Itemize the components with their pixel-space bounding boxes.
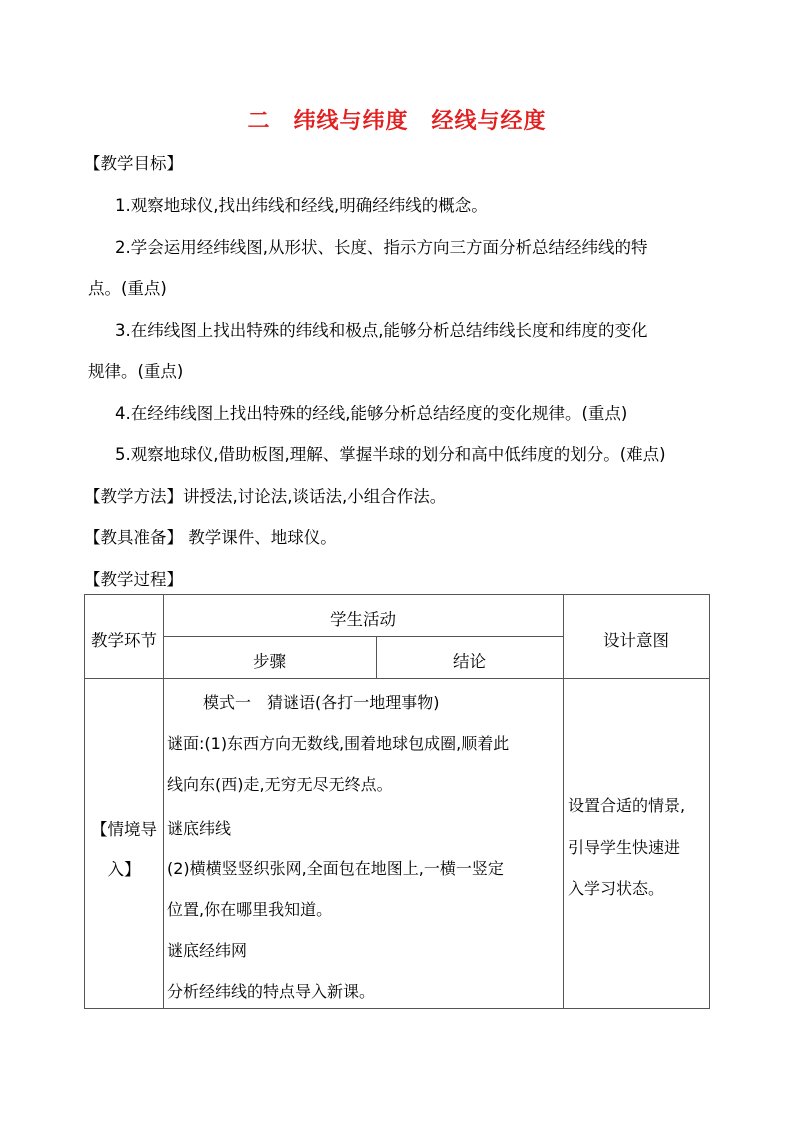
tools-line xyxy=(84,524,337,548)
objective-item-5: 5.观察地球仪,借助板图,理解、掌握半球的划分和高中低纬度的划分。(难点) xyxy=(115,445,666,464)
process-heading: 【教学过程】 xyxy=(84,570,183,589)
stage-label-line2: 入】 xyxy=(107,860,141,879)
objective-item-3-cont: 规律。(重点) xyxy=(88,362,184,381)
table-divider xyxy=(563,595,564,1008)
header-conclusion: 结论 xyxy=(453,652,486,671)
stage-label-line1: 【情境导 xyxy=(91,820,157,839)
method-text: 讲授法,讨论法,谈话法,小组合作法。 xyxy=(183,487,447,506)
process-table xyxy=(84,594,710,1009)
design-line: 设置合适的情景, xyxy=(568,796,686,815)
objective-item-2: 2.学会运用经纬线图,从形状、长度、指示方向三方面分析总结经纬线的特 xyxy=(115,238,648,257)
objective-item-2-cont: 点。(重点) xyxy=(88,279,167,298)
objective-item-4: 4.在经纬线图上找出特殊的经线,能够分析总结经度的变化规律。(重点) xyxy=(115,404,628,423)
objectives-heading: 【教学目标】 xyxy=(84,154,183,173)
step-line: 谜底经纬网 xyxy=(167,941,248,960)
page-title: 二 纬线与纬度 经线与经度 xyxy=(247,109,547,134)
table-divider xyxy=(85,678,709,679)
method-heading: 【教学方法】 xyxy=(84,487,183,506)
step-line: 线向东(西)走,无穷无尽无终点。 xyxy=(167,775,393,794)
step-line: 谜底纬线 xyxy=(167,819,232,838)
tools-heading: 【教具准备】 xyxy=(84,528,183,547)
header-steps: 步骤 xyxy=(253,652,286,671)
tools-text: 教学课件、地球仪。 xyxy=(183,528,337,547)
header-design: 设计意图 xyxy=(603,631,669,650)
step-line: 谜面:(1)东西方向无数线,围着地球包成圈,顺着此 xyxy=(167,734,510,753)
design-line: 引导学生快速进 xyxy=(568,838,681,857)
method-line xyxy=(84,483,446,507)
header-stage: 教学环节 xyxy=(91,631,157,650)
step-line: (2)横横竖竖织张网,全面包在地图上,一横一竖定 xyxy=(167,859,504,878)
table-divider xyxy=(163,636,563,637)
step-line: 分析经纬线的特点导入新课。 xyxy=(167,982,376,1001)
header-activity: 学生活动 xyxy=(330,610,396,629)
step-line: 模式一 猜谜语(各打一地理事物) xyxy=(203,693,440,712)
step-line: 位置,你在哪里我知道。 xyxy=(167,900,333,919)
objective-item-3: 3.在纬线图上找出特殊的纬线和极点,能够分析总结纬线长度和纬度的变化 xyxy=(115,321,648,340)
design-line: 入学习状态。 xyxy=(568,879,665,898)
objective-item-1: 1.观察地球仪,找出纬线和经线,明确经纬线的概念。 xyxy=(115,196,488,215)
